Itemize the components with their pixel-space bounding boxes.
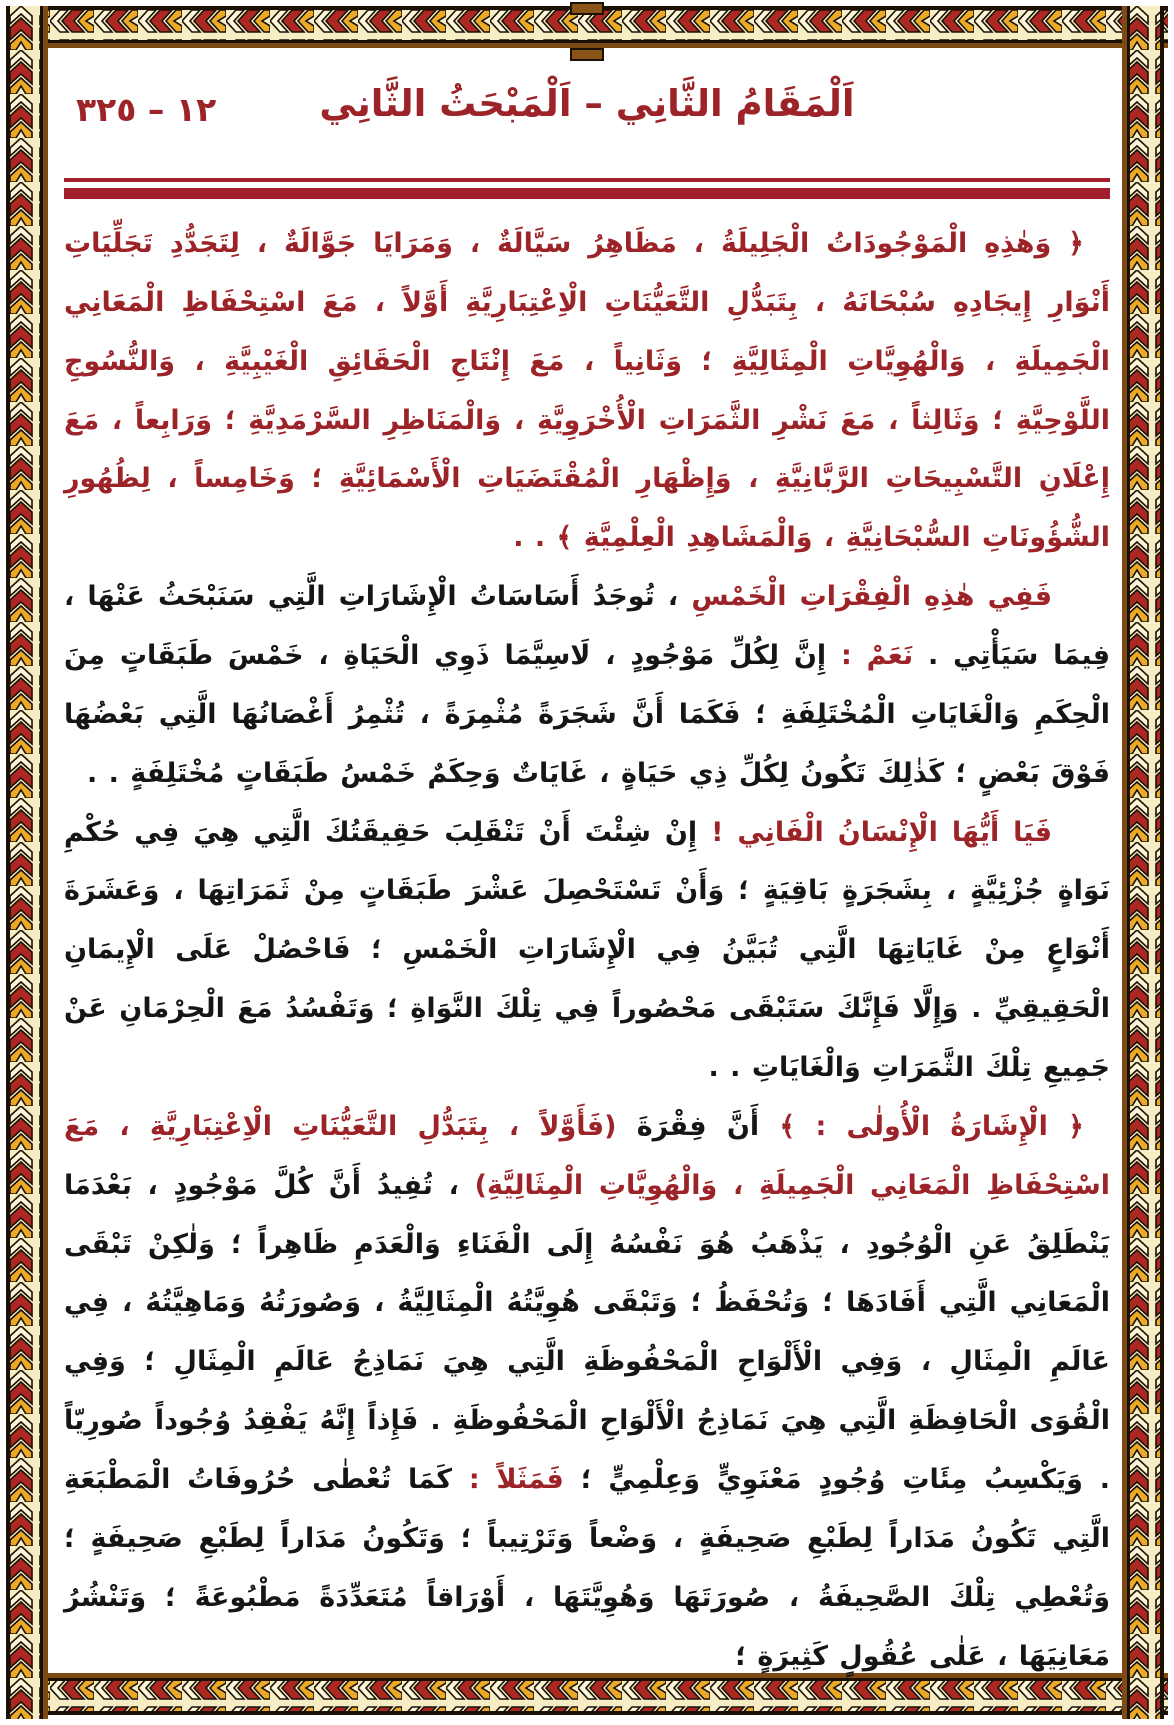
border-left-ornament xyxy=(6,6,52,1719)
header-rule-thin xyxy=(64,178,1110,182)
body-segment: إِنَّ لِكُلِّ مَوْجُودٍ ، لَاسِيَّمَا ذَوِي الْحَيَاةِ ، خَمْسَ طَبَقَاتٍ مِنَ الْحِكَمِ وَالْغَايَاتِ الْمُخْتَلِفَةِ ؛ فَكَمَا أَنَّ شَجَرَةً مُثْمِرَةً ، تُثْمِرُ أَغْصَانُهَا الَّتِي بَعْضُهَا فَوْقَ بَعْضٍ ؛ كَذٰلِكَ تَكُونُ لِكُلِّ ذِي حَيَاةٍ ، غَايَاتٌ وَحِكَمٌ خَمْسُ طَبَقَاتٍ مُخْتَلِفَةٍ . . xyxy=(64,640,1110,789)
paragraph-first-indication xyxy=(64,1098,1110,1687)
paragraph-o-mortal-man xyxy=(64,804,1110,1098)
quote-text: ﴿ وَهٰذِهِ الْمَوْجُودَاتُ الْجَلِيلَةُ ، مَظَاهِرُ سَيَّالَةٌ ، وَمَرَايَا جَوَّالَةٌ ، لِتَجَدُّدِ تَجَلِّيَاتِ أَنْوَارِ إِيجَادِهِ سُبْحَانَهُ ، بِتَبَدُّلِ التَّعَيُّنَاتِ الْاِعْتِبَارِيَّةِ أَوَّلاً ، مَعَ اسْتِحْفَاظِ الْمَعَانِي الْجَمِيلَةِ ، وَالْهُوِيَّاتِ الْمِثَالِيَّةِ ؛ وَثَانِياً ، مَعَ إِنْتَاجِ الْحَقَائِقِ الْغَيْبِيَّةِ ، وَالنُّسُوجِ اللَّوْحِيَّةِ ؛ وَثَالِثاً ، مَعَ نَشْرِ الثَّمَرَاتِ الْأُخْرَوِيَّةِ ، وَالْمَنَاظِرِ السَّرْمَدِيَّةِ ؛ وَرَابِعاً ، مَعَ إِعْلَانِ التَّسْبِيحَاتِ الرَّبَّانِيَّةِ ، وَإِظْهَارِ الْمُقْتَضَيَاتِ الْأَسْمَائِيَّةِ ؛ وَخَامِساً ، لِظُهُورِ الشُّؤُونَاتِ السُّبْحَانِيَّةِ ، وَالْمَشَاهِدِ الْعِلْمِيَّةِ ﴾ . . xyxy=(64,228,1110,554)
paragraph-five-paragraphs-intro xyxy=(64,568,1110,803)
paragraph-opening-quote xyxy=(64,215,1110,568)
page-title: اَلْمَقَامُ الثَّانِي – اَلْمَبْحَثُ الثَّانِي xyxy=(319,82,855,125)
emphasis-word: نَعَمْ : xyxy=(840,640,914,672)
emphasis-word: فَمَثَلاً : xyxy=(468,1464,564,1496)
lead-in-heading: فَفِي هٰذِهِ الْفِقْرَاتِ الْخَمْسِ xyxy=(691,581,1053,613)
body-segment: ، تُوجَدُ أَسَاسَاتُ الْإِشَارَاتِ الَّتِي سَنَبْحَثُ عَنْهَا ، فِيمَا سَيَأْتِي . xyxy=(64,581,1111,672)
page-number: ١٢ – ٣٢٥ xyxy=(76,90,217,129)
indication-heading: ﴿ الْإِشَارَةُ الْأُولٰى : ﴾ xyxy=(779,1110,1084,1142)
body-text xyxy=(64,215,1110,1686)
body-segment: أَنَّ فِقْرَةَ xyxy=(616,1110,780,1142)
border-center-tab-icon xyxy=(570,2,604,15)
page-header xyxy=(64,72,1110,168)
vocative-heading: فَيَا أَيُّهَا الْإِنْسَانُ الْفَانِي ! xyxy=(711,816,1053,848)
header-rule-thick xyxy=(64,188,1110,199)
body-segment: ، تُفِيدُ أَنَّ كُلَّ مَوْجُودٍ ، بَعْدَمَا يَنْطَلِقُ عَنِ الْوُجُودِ ، يَذْهَبُ هُوَ نَفْسُهُ إِلَى الْفَنَاءِ وَالْعَدَمِ ظَاهِراً ؛ وَلٰكِنْ تَبْقَى الْمَعَانِي الَّتِي أَفَادَهَا ؛ وَتُحْفَظُ ؛ وَتَبْقَى هُوِيَّتُهُ الْمِثَالِيَّةُ ، وَصُورَتُهُ وَمَاهِيَّتُهُ ، فِي عَالَمِ الْمِثَالِ ، وَفِي الْأَلْوَاحِ الْمَحْفُوظَةِ الَّتِي هِيَ نَمَاذِجُ عَالَمِ الْمِثَالِ ؛ وَفِي الْقُوَى الْحَافِظَةِ الَّتِي هِيَ نَمَاذِجُ الْأَلْوَاحِ الْمَحْفُوظَةِ . فَإِذاً إِنَّهُ يَفْقِدُ وُجُوداً صُورِيّاً . وَيَكْسِبُ مِئَاتِ وُجُودٍ مَعْنَوِيٍّ وَعِلْمِيٍّ ؛ xyxy=(64,1169,1111,1496)
border-right-ornament xyxy=(1122,6,1168,1719)
body-segment: كَمَا تُعْطٰى حُرُوفَاتُ الْمَطْبَعَةِ الَّتِي تَكُونُ مَدَاراً لِطَبْعِ صَحِيفَةٍ ، وَضْعاً وَتَرْتِيباً ؛ وَتَكُونُ مَدَاراً لِطَبْعِ صَحِيفَةٍ ؛ وَتُعْطِي تِلْكَ الصَّحِيفَةُ ، صُورَتَهَا وَهُوِيَّتَهَا ، أَوْرَاقاً مُتَعَدِّدَةً مَطْبُوعَةً ؛ وَتَنْشُرُ مَعَانِيَهَا ، عَلٰى عُقُولٍ كَثِيرَةٍ ؛ xyxy=(64,1464,1110,1672)
page-content xyxy=(64,58,1111,1672)
body-segment: إِنْ شِئْتَ أَنْ تَنْقَلِبَ حَقِيقَتُكَ الَّتِي هِيَ فِي حُكْمِ نَوَاةٍ جُزْئِيَّةٍ ، بِشَجَرَةٍ بَاقِيَةٍ ؛ وَأَنْ تَسْتَحْصِلَ عَشْرَ طَبَقَاتٍ مِنْ ثَمَرَاتِهَا ، وَعَشَرَةَ أَنْوَاعٍ مِنْ غَايَاتِهَا الَّتِي تُبَيَّنُ فِي الْإِشَارَاتِ الْخَمْسِ ؛ فَاحْصُلْ عَلَى الْإِيمَانِ الْحَقِيقِيِّ . وَإِلَّا فَإِنَّكَ سَتَبْقَى مَحْصُوراً فِي تِلْكَ النَّوَاةِ ؛ وَتَفْسُدُ مَعَ الْحِرْمَانِ عَنْ جَمِيعِ تِلْكَ الثَّمَرَاتِ وَالْغَايَاتِ . . xyxy=(64,816,1110,1084)
quoted-phrase: (فَأَوَّلاً ، بِتَبَدُّلِ التَّعَيُّنَاتِ الْاِعْتِبَارِيَّةِ ، مَعَ اسْتِحْفَاظِ الْمَعَانِي الْجَمِيلَةِ ، وَالْهُوِيَّاتِ الْمِثَالِيَّةِ) xyxy=(64,1110,1111,1201)
